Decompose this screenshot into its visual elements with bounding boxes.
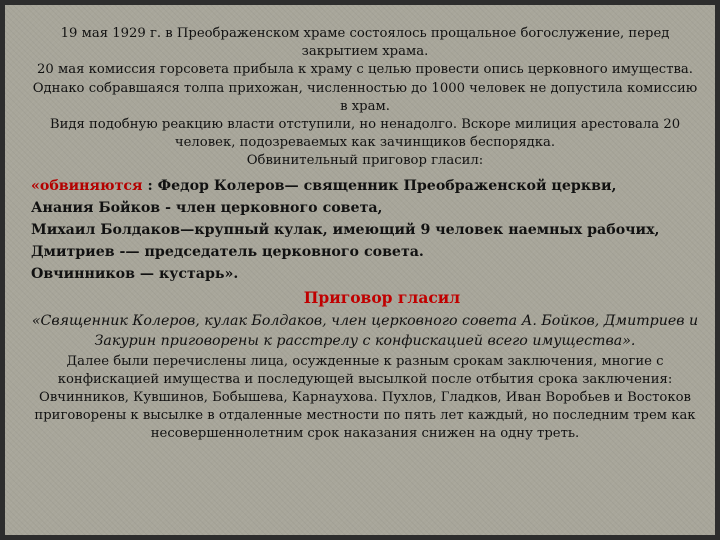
paragraph-service: 19 мая 1929 г. в Преображенском храме состоялось прощальное богослужение, перед закрытием храма. <box>60 26 670 60</box>
paragraph-sentences: Далее были перечислены лица, осужденные к разным срокам заключения, многие с конфискацией имущества и последующей высылкой после отбытия срока заключения: Овчинников, Кувшинов, Бобышева, Карнаухова. Пухлов, Гладков, Иван Воробьев и Востоков приговорены к высылке в отдаленные местности по пять лет каждый, но последним трем как несовершеннолетним срок наказания снижен на одну треть. <box>34 353 696 442</box>
charge-line-boldakov: Михаил Болдаков—крупный кулак, имеющий 9 человек наемных рабочих, <box>31 221 660 238</box>
slide-content <box>27 25 703 444</box>
charge-line-boikov: Анания Бойков - член церковного совета, <box>31 199 383 216</box>
charge-line-kolerov <box>31 175 703 197</box>
verdict-title: Приговор гласил <box>303 287 461 307</box>
paragraph-commission: 20 мая комиссия горсовета прибыла к храму с целью провести опись церковного имущества. Однако собравшаяся толпа прихожан, численностью до 1000 человек не допустила комиссию в храм. <box>32 62 698 114</box>
charge-kolerov-text: : Федор Колеров— священник Преображенской церкви, <box>147 177 617 194</box>
paragraph-arrests: Видя подобную реакцию власти отступили, но ненадолго. Вскоре милиция арестовала 20 человек, подозреваемых как зачинщиков беспорядка. <box>49 117 681 151</box>
paragraph-indictment-intro: Обвинительный приговор гласил: <box>246 153 484 169</box>
verdict-text: «Священник Колеров, кулак Болдаков, член церковного совета А. Бойков, Дмитриев и Закурин приговорены к расстрелу с конфискацией всего имущества». <box>31 312 699 349</box>
charge-line-dmitriev: Дмитриев -— председатель церковного совета. <box>31 243 424 260</box>
charge-line-ovchinnikov: Овчинников — кустарь». <box>31 265 239 282</box>
accused-word: «обвиняются <box>31 177 143 194</box>
charges-list <box>27 175 703 285</box>
